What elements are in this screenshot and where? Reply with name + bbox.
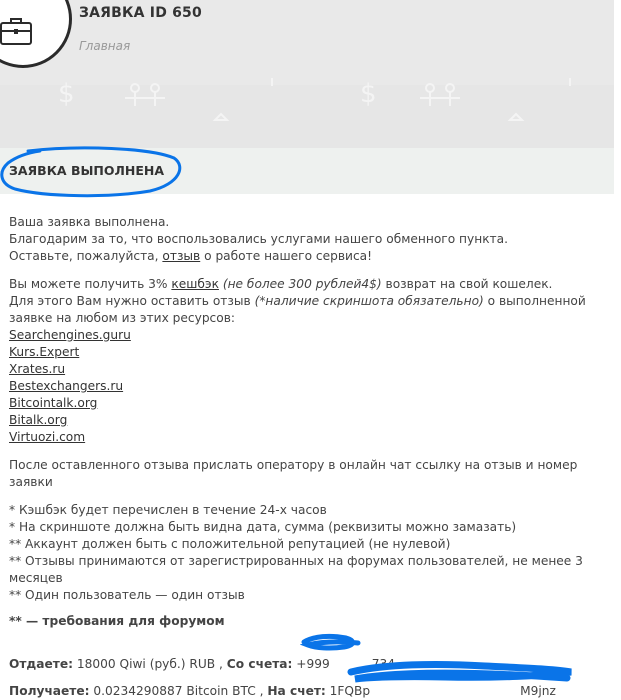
cashback-link[interactable]: кешбэк bbox=[171, 277, 219, 291]
highlight-oval bbox=[0, 146, 185, 198]
text: Оставьте, пожалуйста, bbox=[9, 249, 163, 263]
receive-label: Получаете: bbox=[9, 684, 90, 698]
give-account-tail: 734 bbox=[371, 657, 396, 671]
resource-link[interactable]: Xrates.ru bbox=[9, 362, 66, 376]
note-line: * На скриншоте должна быть видна дата, сумма (реквизиты можно замазать) bbox=[9, 520, 517, 534]
give-account-value: +999 bbox=[292, 657, 330, 671]
svg-text:$: $ bbox=[58, 79, 75, 109]
text: о выполненной bbox=[483, 294, 586, 308]
give-value: 18000 Qiwi (руб.) RUB bbox=[72, 657, 220, 671]
text: Вы можете получить 3% bbox=[9, 277, 172, 291]
breadcrumb-home[interactable]: Главная bbox=[79, 39, 131, 53]
receive-account-value: 1FQBp bbox=[325, 684, 371, 698]
resource-link[interactable]: Kurs.Expert bbox=[9, 345, 80, 359]
note-line: * Кэшбэк будет перечислен в течение 24-х часов bbox=[9, 503, 327, 517]
note-line: ** Один пользователь — один отзыв bbox=[9, 588, 245, 602]
text: о работе нашего сервиса! bbox=[200, 249, 373, 263]
note-line: месяцев bbox=[9, 571, 63, 585]
text: (не более 300 рублей4$) bbox=[218, 277, 382, 291]
resource-link[interactable]: Bitcointalk.org bbox=[9, 396, 98, 410]
text: (*наличие скриншота обязательно) bbox=[254, 294, 484, 308]
cashback-line: заявке на любом из этих ресурсов: bbox=[9, 311, 235, 325]
give-label: Отдаете: bbox=[9, 657, 73, 671]
resource-link[interactable]: Bestexchangers.ru bbox=[9, 379, 124, 393]
page-header bbox=[0, 0, 614, 148]
resource-link[interactable]: Virtuozi.com bbox=[9, 430, 86, 444]
redaction-scribble bbox=[345, 660, 577, 686]
note-line: ** Отзывы принимаются от зарегистрированных на форумах пользователей, не менее 3 bbox=[9, 554, 583, 568]
text: возврат на свой кошелек. bbox=[381, 277, 553, 291]
review-link[interactable]: отзыв bbox=[162, 249, 201, 263]
receive-account-label: На счет: bbox=[267, 684, 326, 698]
cashback-line bbox=[9, 276, 614, 293]
cashback-line bbox=[9, 293, 614, 310]
resource-link[interactable]: Bitalk.org bbox=[9, 413, 68, 427]
message-line: Благодарим за то, что воспользовались услугами нашего обменного пункта. bbox=[9, 232, 508, 246]
receive-value: 0.0234290887 Bitcoin BTC bbox=[89, 684, 260, 698]
resource-link[interactable]: Searchengines.guru bbox=[9, 328, 131, 342]
page-title: ЗАЯВКА ID 650 bbox=[79, 5, 202, 21]
order-details bbox=[9, 214, 614, 700]
give-line: Отдаете: 18000 Qiwi (руб.) RUB , Со счета: +999 734 bbox=[9, 657, 396, 671]
status-label: ЗАЯВКА ВЫПОЛНЕНА bbox=[9, 163, 165, 178]
redaction-scribble bbox=[300, 632, 362, 652]
note-line: ** Аккаунт должен быть с положительной репутацией (не нулевой) bbox=[9, 537, 451, 551]
after-review-text: После оставленного отзыва прислать оператору в онлайн чат ссылку на отзыв и номер заявки bbox=[9, 458, 578, 489]
receive-account-tail: M9jnz bbox=[520, 684, 556, 698]
give-account-label: Со счета: bbox=[226, 657, 293, 671]
message-line: Ваша заявка выполнена. bbox=[9, 215, 170, 229]
forum-requirements: ** — требования для форумом bbox=[9, 614, 225, 628]
svg-text:$: $ bbox=[360, 79, 377, 109]
decorative-pattern bbox=[0, 72, 614, 132]
message-line bbox=[9, 248, 614, 265]
text: Для этого Вам нужно оставить отзыв bbox=[9, 294, 255, 308]
briefcase-icon bbox=[0, 15, 34, 47]
receive-line: Получаете: 0.0234290887 Bitcoin BTC , На счет: 1FQBp M9jnz bbox=[9, 684, 556, 698]
